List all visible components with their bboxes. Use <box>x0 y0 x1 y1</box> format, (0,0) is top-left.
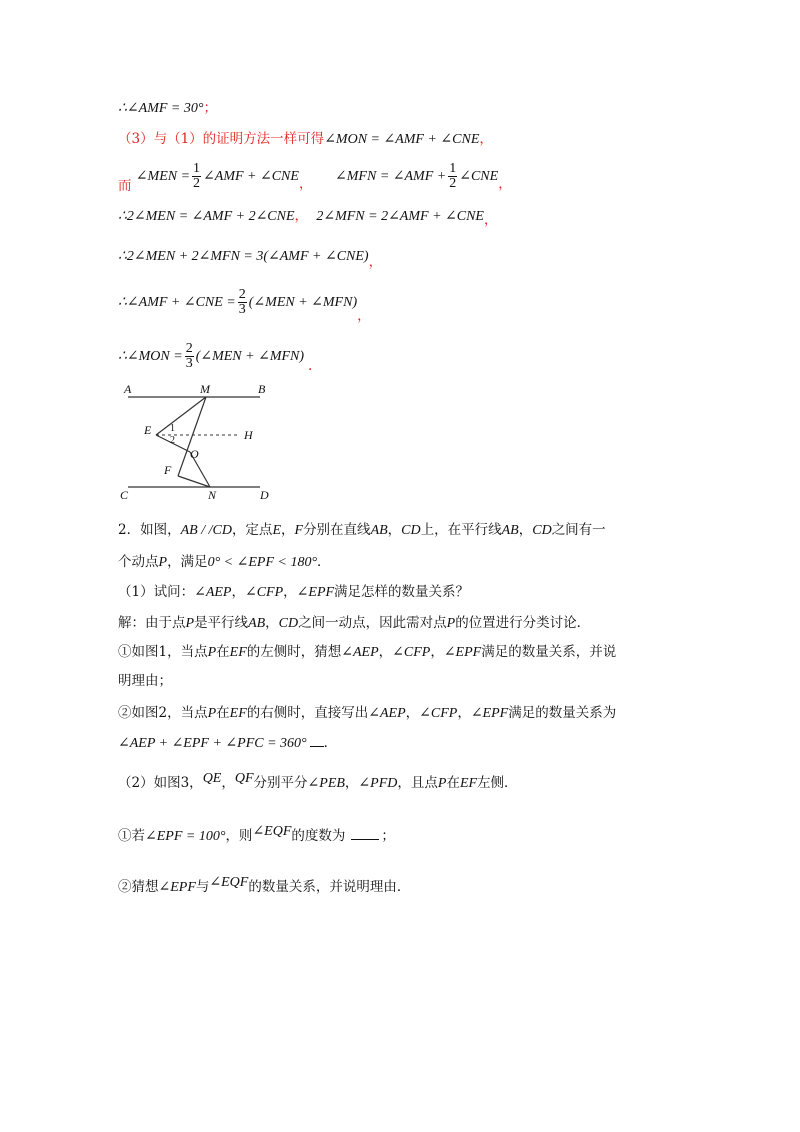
label-o: O <box>190 447 199 461</box>
math-expression: QF <box>234 771 254 786</box>
math-expression: ∠EPF <box>158 880 196 895</box>
solution-intro <box>118 613 590 634</box>
fraction: $\frac{2}{3}$ <box>185 341 193 371</box>
problem-text: ①如图1，当点 <box>118 644 208 660</box>
problem-text: 的度数为 <box>291 828 346 844</box>
math-expression: EF <box>229 645 247 660</box>
math-expression: CD <box>278 616 299 631</box>
math-expression: ∠AEP <box>194 585 232 600</box>
math-expression: ∠EPF <box>470 706 509 721</box>
math-expression: ∴2∠MEN = ∠AMF + 2∠CNE <box>118 209 295 224</box>
math-expression: ∠CFP <box>244 585 284 600</box>
problem-text: ，定点 <box>231 522 273 538</box>
question-1 <box>118 582 469 603</box>
math-expression: P <box>446 616 456 631</box>
red-punctuation: ， <box>294 208 309 224</box>
line-em <box>156 397 206 435</box>
solution-text: （3）与（1）的证明方法一样可得 <box>118 131 325 147</box>
math-expression: ∠CNE <box>459 169 499 184</box>
math-expression: P <box>158 555 168 570</box>
fraction: $\frac{1}{2}$ <box>193 161 201 191</box>
math-expression: CD <box>401 523 421 538</box>
solution-line-5 <box>118 246 383 270</box>
label-m: M <box>200 382 210 396</box>
separator: ， <box>344 775 359 791</box>
question-2 <box>118 773 518 794</box>
math-expression: P <box>437 776 447 791</box>
math-expression: EF <box>229 706 247 721</box>
problem-text: 个动点 <box>118 554 159 570</box>
math-expression: ∠PFD <box>358 776 398 791</box>
solution-line-7 <box>118 342 312 376</box>
problem-text: 满足的数量关系，并说 <box>481 644 617 660</box>
math-expression: ∠EQF <box>209 875 249 890</box>
problem-text: 在 <box>216 644 230 660</box>
problem-text: ， <box>387 522 402 538</box>
math-expression: ∠PEB <box>307 776 345 791</box>
case-1-line-1 <box>118 642 616 663</box>
math-expression: ∴∠MON = <box>118 349 183 364</box>
math-expression: ∠CFP <box>419 706 458 721</box>
math-expression: ∠EPF = 100° <box>145 829 226 844</box>
separator: ， <box>405 705 420 721</box>
solution-text: 而 <box>118 178 132 194</box>
problem-text: 在 <box>216 705 230 721</box>
case-1-line-2 <box>118 671 172 691</box>
math-expression: 0° < ∠EPF < 180° <box>207 555 318 570</box>
problem-text: 满足怎样的数量关系？ <box>334 584 470 600</box>
math-expression: ∴2∠MEN + 2∠MFN = 3(∠AMF + ∠CNE) <box>118 249 369 264</box>
answer-blank <box>351 827 379 840</box>
problem-text: 的右侧时，直接写出 <box>246 705 369 721</box>
math-expression: ∴∠AMF = 30° <box>118 101 204 116</box>
problem-text: 的数量关系，并说明理由． <box>248 879 411 895</box>
red-punctuation: ； <box>203 100 217 116</box>
label-n: N <box>208 488 217 500</box>
case-2-line-1 <box>118 703 616 724</box>
label-angle-2: 2 <box>170 435 175 446</box>
problem-text: 的位置进行分类讨论． <box>455 615 591 631</box>
red-punctuation: ， <box>368 254 383 270</box>
problem-text: 在 <box>446 775 460 791</box>
problem-text: ． <box>317 554 331 570</box>
separator: ， <box>265 615 279 631</box>
answer-blank <box>310 734 324 747</box>
sub-question-1 <box>118 826 395 847</box>
label-b: B <box>258 382 266 396</box>
problem-text: 左侧． <box>477 775 518 791</box>
problem-text: ，满足 <box>167 554 208 570</box>
problem-text: 分别平分 <box>253 775 308 791</box>
geometry-figure <box>118 380 278 500</box>
problem-text: ，且点 <box>397 775 438 791</box>
math-expression: ∠EPF <box>443 645 482 660</box>
sub-question-2 <box>118 877 410 898</box>
problem-text: 满足的数量关系为 <box>508 705 617 721</box>
problem-text: 之间一动点，因此需对点 <box>298 615 447 631</box>
math-expression: EF <box>459 776 478 791</box>
math-expression: AB / /CD <box>180 523 232 538</box>
label-e: E <box>144 423 152 437</box>
problem-text: 的左侧时，猜想 <box>246 644 342 660</box>
problem-text: 与 <box>195 879 210 895</box>
problem-text: ，则 <box>225 828 253 844</box>
math-expression: (∠MEN + ∠MFN) <box>195 349 305 364</box>
math-expression: E <box>272 523 281 538</box>
problem-text: ②猜想 <box>118 879 159 895</box>
case-2-line-2 <box>118 733 337 754</box>
math-expression: P <box>185 616 195 631</box>
solution-line-6 <box>118 288 371 322</box>
problem-text: ①若 <box>118 828 145 844</box>
separator: ， <box>231 584 245 600</box>
math-expression: ∠EQF <box>252 824 292 839</box>
red-punctuation: ， <box>498 176 512 192</box>
problem-text: ． <box>323 735 338 751</box>
math-expression: P <box>207 706 217 721</box>
problem-text: ②如图2，当点 <box>118 705 208 721</box>
math-expression: 2∠MFN = 2∠AMF + ∠CNE <box>316 209 484 224</box>
separator: ， <box>221 775 235 791</box>
problem-text: 之间有一 <box>551 522 606 538</box>
problem-text: 明理由； <box>118 673 172 689</box>
math-expression: ∴∠AMF + ∠CNE = <box>118 295 236 310</box>
red-punctuation: . <box>308 358 313 374</box>
separator: ， <box>283 584 297 600</box>
label-c: C <box>120 488 129 500</box>
answer-expression: ∠AEP + ∠EPF + ∠PFC = 360° <box>118 736 307 751</box>
math-expression: AB <box>248 616 266 631</box>
math-expression: F <box>294 523 304 538</box>
red-punctuation: ， <box>479 131 493 147</box>
math-expression: P <box>207 645 217 660</box>
label-a: A <box>124 382 132 396</box>
red-punctuation: ， <box>357 308 371 324</box>
math-expression: ∠CFP <box>392 645 431 660</box>
separator: ， <box>378 644 393 660</box>
math-expression: ∠MEN = <box>135 169 191 184</box>
math-expression: ∠AEP <box>341 645 379 660</box>
math-expression: AB <box>370 523 388 538</box>
math-expression: CD <box>532 523 552 538</box>
math-expression: ∠MON = ∠AMF + ∠CNE <box>324 132 480 147</box>
label-angle-1: 1 <box>170 423 175 434</box>
problem-text: 2．如图， <box>118 522 181 538</box>
label-d: D <box>260 488 269 500</box>
problem-text: （1）试问： <box>118 584 195 600</box>
problem-text: 分别在直线 <box>303 522 371 538</box>
red-punctuation: ， <box>298 176 313 192</box>
math-expression: ∠EPF <box>296 585 335 600</box>
line-mf <box>178 397 206 476</box>
problem-text: ， <box>518 522 533 538</box>
label-h: H <box>244 428 253 442</box>
math-expression: ∠MFN = ∠AMF + <box>335 169 447 184</box>
red-punctuation: ， <box>483 212 498 228</box>
separator: ， <box>430 644 444 660</box>
separator: ， <box>457 705 471 721</box>
solution-line-3 <box>118 162 512 194</box>
label-f: F <box>164 463 172 477</box>
fraction: $\frac{1}{2}$ <box>449 161 457 191</box>
solution-line-4 <box>118 206 497 227</box>
math-expression: ∠AMF + ∠CNE <box>203 169 299 184</box>
math-expression: AB <box>501 523 519 538</box>
problem-text: ； <box>381 828 395 844</box>
problem-text: 解：由于点 <box>118 615 186 631</box>
fraction: $\frac{2}{3}$ <box>238 287 246 317</box>
math-expression: (∠MEN + ∠MFN) <box>248 295 358 310</box>
solution-line-2 <box>118 129 493 150</box>
solution-line-1 <box>118 98 217 119</box>
problem-text: 上，在平行线 <box>420 522 502 538</box>
math-expression: ∠AEP <box>368 706 406 721</box>
problem-2-line-2 <box>118 552 331 573</box>
math-expression: QE <box>202 771 222 786</box>
problem-2-line-1 <box>118 520 606 541</box>
problem-text: ， <box>281 522 295 538</box>
problem-text: 是平行线 <box>194 615 249 631</box>
problem-text: （2）如图3， <box>118 775 203 791</box>
